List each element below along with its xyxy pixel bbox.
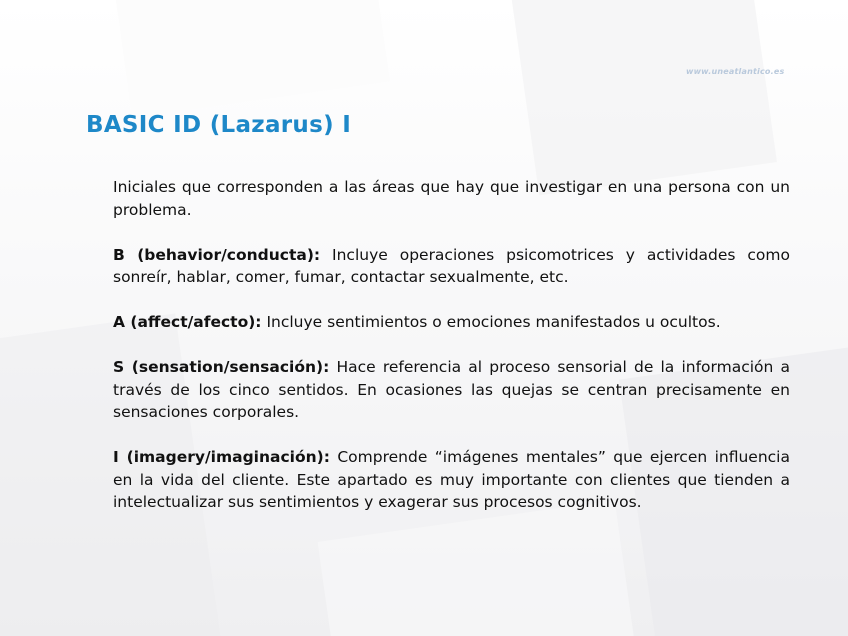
item-term: A (affect/afecto): [113,313,262,331]
item-behavior [113,244,790,289]
item-term: I (imagery/imaginación): [113,448,330,466]
item-text: Incluye sentimientos o emociones manifestados u ocultos. [261,313,721,331]
item-term: B (behavior/conducta): [113,245,321,264]
item-imagery [113,446,790,514]
item-text: Incluye operaciones psicomotrices y actividades como sonreír, hablar, comer, fumar, contactar sexualmente, etc. [113,245,790,286]
slide-title: BASIC ID (Lazarus) I [86,112,352,138]
background-panel [503,0,777,195]
item-term: S (sensation/sensación): [113,358,330,376]
background-panel [110,0,390,117]
item-text: Hace referencia al proceso sensorial de la información a través de los cinco sentidos. En ocasiones las quejas se centran precisamente en sensaciones corporales. [113,358,791,421]
item-text: Comprende “imágenes mentales” que ejercen influencia en la vida del cliente. Este apartado es muy importante con clientes que tienden a intelectualizar sus sentimientos y exagerar sus procesos cognitivos. [113,448,790,511]
slide-content [113,176,790,536]
intro-paragraph: Iniciales que corresponden a las áreas que hay que investigar en una persona con un problema. [113,178,790,219]
item-affect [113,311,790,334]
item-sensation [113,356,790,424]
website-url: www.uneatlantico.es [686,67,785,76]
